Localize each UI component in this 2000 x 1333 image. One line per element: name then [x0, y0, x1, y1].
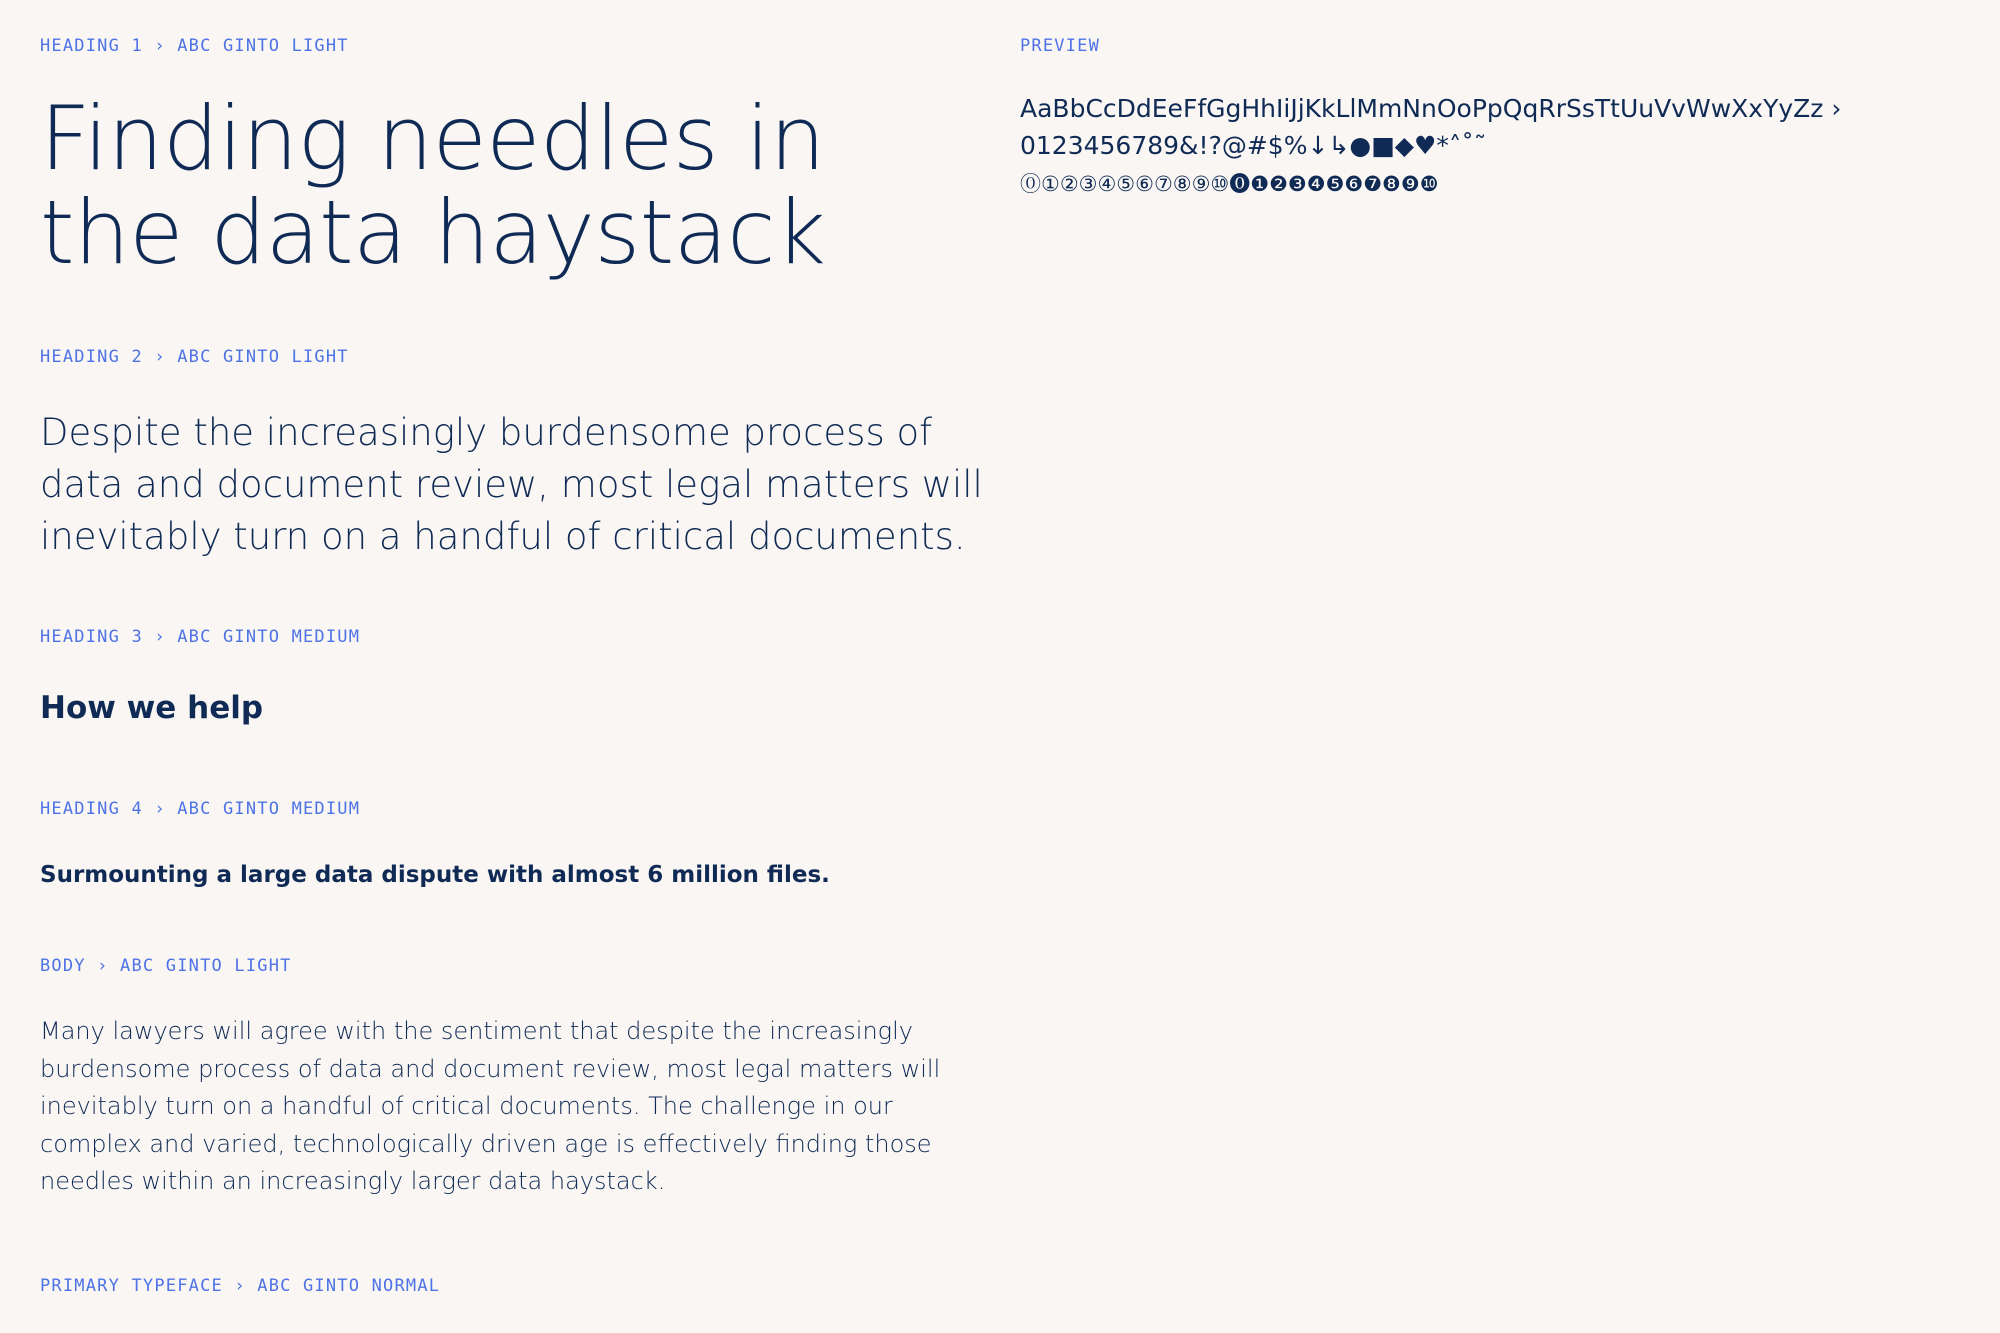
heading2-sample: Despite the increasingly burdensome process of data and document review, most legal matters will inevitably turn on a handful of critical documents.: [40, 411, 983, 558]
preview-circled-numerals: ⓪①②③④⑤⑥⑦⑧⑨⑩⓿❶❷❸❹❺❻❼❽❾❿: [1020, 172, 1439, 196]
heading3-sample: How we help: [40, 690, 264, 726]
body-sample: Many lawyers will agree with the sentiment that despite the increasingly burdensome process of data and document review, most legal matters will inevitably turn on a handful of critical documents. The challenge in our complex and varied, technologically driven age is effectively finding those needles within an increasingly larger data haystack.: [40, 1017, 941, 1195]
heading4-sample: Surmounting a large data dispute with almost 6 million files.: [40, 862, 830, 888]
body-label: BODY › ABC GINTO LIGHT: [40, 956, 292, 976]
heading1-label: HEADING 1 › ABC GINTO LIGHT: [40, 36, 349, 56]
heading4-label: HEADING 4 › ABC GINTO MEDIUM: [40, 799, 361, 819]
heading1-line-1: Finding needles in: [40, 87, 825, 190]
heading1-line-2: the data haystack: [40, 181, 826, 284]
heading3-label: HEADING 3 › ABC GINTO MEDIUM: [40, 627, 361, 647]
preview-label: PREVIEW: [1020, 36, 1101, 56]
preview-numerals-symbols: 0123456789&!?@#$%↓↳●■◆♥*˄˚˜: [1020, 131, 1487, 160]
heading1-sample: [40, 87, 940, 284]
primary-typeface-label: PRIMARY TYPEFACE › ABC GINTO NORMAL: [40, 1276, 441, 1296]
preview-alphabet: AaBbCcDdEeFfGgHhIiJjKkLlMmNnOoPpQqRrSsTtUuVvWwXxYyZz ›: [1020, 94, 1842, 123]
heading2-label: HEADING 2 › ABC GINTO LIGHT: [40, 347, 349, 367]
